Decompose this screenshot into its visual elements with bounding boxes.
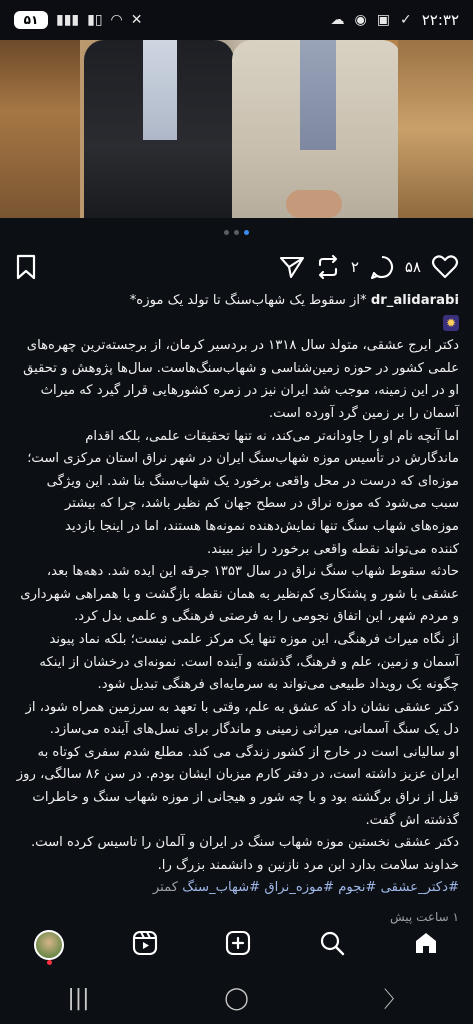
caption-line: او سالیانی است در خارج از کشور زندگی می کند. مطلع شدم سفری کوتاه به	[37, 744, 459, 760]
like-count[interactable]: ۵۸	[404, 258, 421, 276]
sim-icon: ▮▯	[87, 12, 103, 28]
bookmark-icon[interactable]	[14, 254, 38, 280]
heart-icon[interactable]	[431, 254, 459, 280]
username[interactable]: dr_alidarabi	[370, 293, 459, 308]
repost-icon[interactable]	[315, 254, 341, 280]
caption-line: دکتر ایرج عشقی، متولد سال ۱۳۱۸ در بردسیر کرمان، از برجسته‌ترین چهره‌های	[26, 338, 459, 354]
post-time: ۱ ساعت پیش	[390, 910, 459, 925]
check-icon: ✓	[399, 12, 412, 28]
caption-line: دکتر عشقی نخستین موزه شهاب سنگ در ایران و آلمان را تاسیس کرده است.	[30, 835, 459, 851]
carousel-dot	[224, 230, 229, 235]
signal-icon: ▮▮▮	[56, 12, 80, 28]
fireworks-emoji-icon: ✹	[443, 315, 459, 331]
carousel-dot-active	[244, 230, 249, 235]
caption-line: آسمان را بر زمین گرد آورده است.	[268, 405, 459, 421]
status-left	[14, 11, 143, 29]
caption-line: عشقی با شور و پشتکاری کم‌نظیر به همان نقطه بازگشت و با همراهی شهرداری	[20, 586, 459, 602]
caption-line: کننده می‌تواند نقطه واقعی برخورد را نیز ببیند.	[207, 541, 459, 557]
post-photo[interactable]	[0, 40, 473, 218]
profile-avatar[interactable]	[34, 930, 64, 960]
mute-icon: ✕	[130, 12, 143, 28]
caption-line: گذشته اش گفت.	[365, 812, 459, 828]
carousel-indicator	[0, 230, 473, 235]
caption-line: دل یک سنگ آسمانی، میراثی زمینی و ماندگار برای نسل‌های آینده می‌سازد.	[49, 722, 459, 738]
caption-line: و مردم شهر، این اتفاق نجومی را به فرصتی فرهنگی و علمی بدل کرد.	[74, 609, 459, 625]
home-icon[interactable]	[413, 930, 439, 960]
caption-line: دکتر عشقی نشان داد که عشق به علم، وقتی با تعهد به سرزمین همراه شود، از	[25, 699, 459, 715]
caption-line: موزه‌های شهاب سنگ تنها نمایش‌دهنده نمونه‌ها هستند، اما در اینجا بازدید	[65, 518, 459, 534]
caption-line: قبل از نراق برگشته بود و با چه شور و هیجانی از موزه شهاب سنگ و خاطرات	[32, 790, 459, 806]
less-link[interactable]: کمتر	[152, 880, 178, 896]
caption-line: ماندگارش در تأسیس موزه شهاب‌سنگ ایران در شهر نراق استان مرکزی است؛	[27, 451, 459, 467]
reels-icon[interactable]	[132, 930, 158, 960]
caption-line: ایران عزیز داشته است، در دفتر کارم میزبان ایشان بودم. در سن ۸۶ سالگی، روز	[16, 767, 459, 783]
bottom-nav	[0, 920, 473, 970]
caption-line: از نگاه میراث فرهنگی، این موزه تنها یک مرکز علمی نیست؛ بلکه نماد پیوند	[49, 631, 459, 647]
caption-body	[14, 335, 459, 877]
caption-line: علمی کشور در حوزه زمین‌شناسی و شهاب‌سنگ‌هاست. سال‌ها پژوهش و تحقیق	[23, 360, 459, 376]
back-icon[interactable]: 〉	[383, 987, 406, 1013]
weather-icon: ☁	[330, 12, 345, 28]
app-notification-icon: ◉	[354, 12, 367, 28]
battery-icon: ۵۱	[14, 11, 48, 29]
search-icon[interactable]	[319, 930, 345, 960]
screenshot-icon: ▣	[376, 12, 390, 28]
caption-line: حادثه سقوط شهاب سنگ نراق در سال ۱۳۵۳ جرقه این ایده شد. دهه‌ها بعد،	[46, 564, 459, 580]
caption-line: او در این زمینه، موجب شد ایران نیز در زمره کشورهایی قرار گیرد که میراث	[40, 383, 459, 399]
caption-line: موزه‌ای که درست در محل واقعی برخورد یک شهاب‌سنگ بنا شد. این ویژگی	[46, 473, 459, 489]
action-group	[279, 254, 459, 280]
clock: ۲۲:۳۲	[421, 11, 459, 29]
hashtags-line	[14, 877, 459, 900]
create-icon[interactable]	[225, 930, 251, 960]
caption-line: سبب می‌شود که موزه نراق در سطح جهان کم نظیر باشد، چرا که بیشتر	[65, 496, 459, 512]
comment-count[interactable]: ۲	[350, 258, 359, 276]
system-nav	[0, 972, 473, 1024]
caption-line: خداوند سلامت بدارد این مرد نازنین و دانشمند بزرگ را.	[157, 857, 459, 873]
post-caption	[14, 290, 459, 929]
caption-line: آسمان و زمین، علم و فرهنگ، گذشته و آینده است. نمونه‌ای درخشان از اینکه	[39, 654, 459, 670]
notification-dot	[47, 960, 52, 965]
share-icon[interactable]	[279, 255, 305, 279]
post-actions	[0, 248, 473, 286]
recents-icon[interactable]: |||	[67, 985, 90, 1011]
wifi-icon: ◠	[110, 12, 123, 28]
caption-emoji-line	[14, 313, 459, 336]
hashtags[interactable]: #دکتر_عشقی #نجوم #موزه_نراق #شهاب_سنگ	[182, 880, 459, 896]
status-bar	[0, 0, 473, 40]
caption-line: چگونه یک رویداد طبیعی می‌تواند به سرمایه‌ای فرهنگی تبدیل شود.	[97, 677, 459, 693]
carousel-dot	[234, 230, 239, 235]
post-title: *از سقوط یک شهاب‌سنگ تا تولد یک موزه*	[129, 293, 367, 308]
caption-line: اما آنچه نام او را جاودانه‌تر می‌کند، نه تنها تحقیقات علمی، بلکه اقدام	[85, 428, 459, 444]
home-circle-icon[interactable]: ◯	[224, 985, 249, 1011]
status-right	[331, 11, 459, 29]
caption-header	[14, 290, 459, 313]
comment-icon[interactable]	[369, 254, 395, 280]
